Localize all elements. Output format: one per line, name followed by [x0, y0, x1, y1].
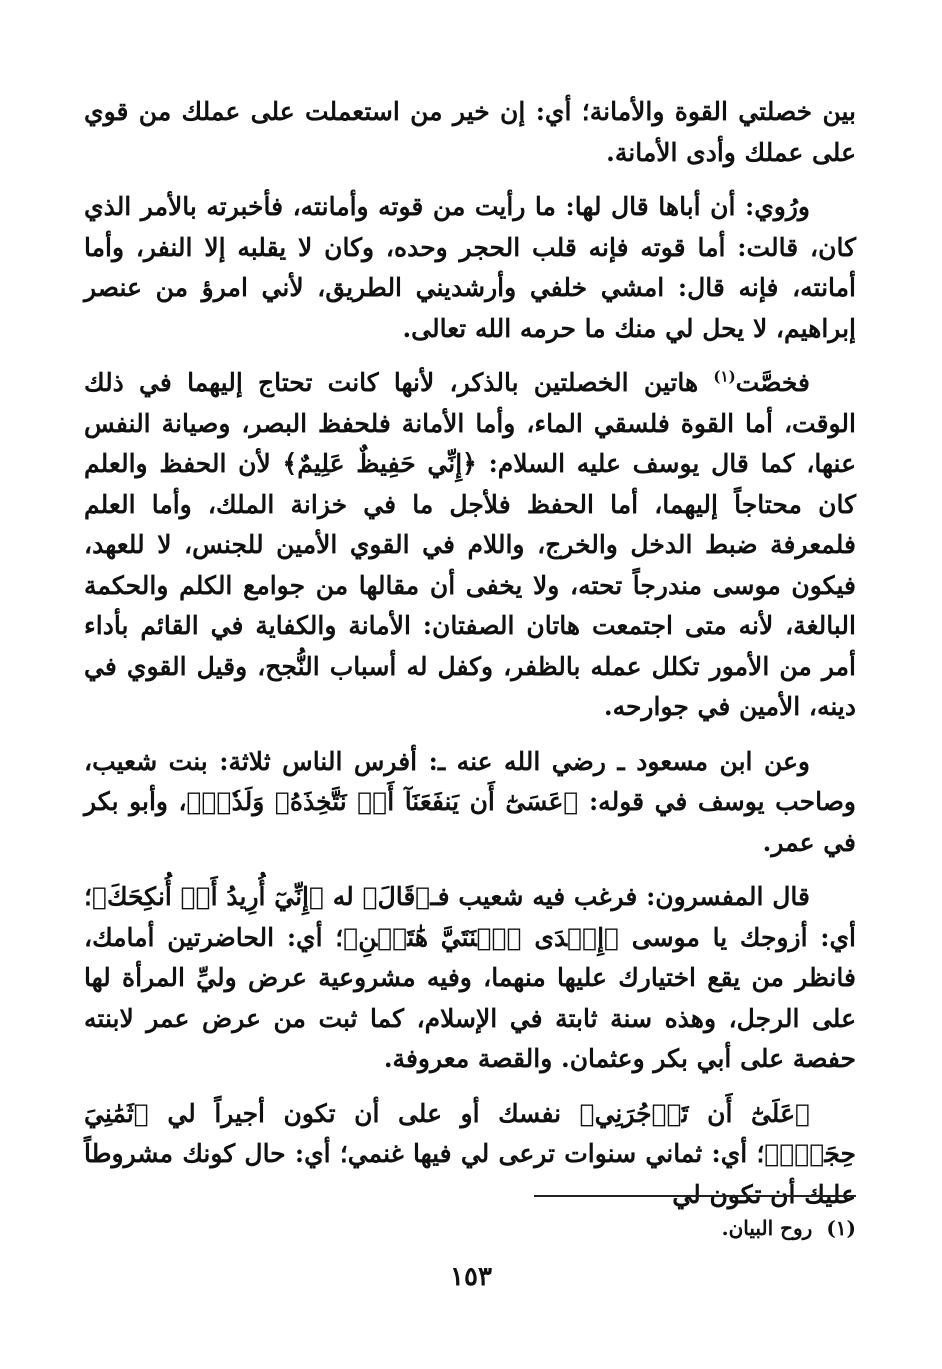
paragraph	[84, 363, 856, 728]
footnote-number: (١)	[826, 1216, 856, 1240]
paragraph: ورُوي: أن أباها قال لها: ما رأيت من قوته وأمانته، فأخبرته بالأمر الذي كان، قالت: أما قوته فإنه قلب الحجر وحده، وكان لا يقلبه إلا النفر، وأما أمانته، فإنه قال: امشي خلفي وأرشديني الطريق، لأني امرؤ من عنصر إبراهيم، لا يحل لي منك ما حرمه الله تعالى.	[84, 192, 856, 343]
paragraph: بين خصلتي القوة والأمانة؛ أي: إن خير من استعملت على عملك من قوي على عملك وأدى الأمانة.	[84, 97, 856, 167]
paragraph-text: هاتين الخصلتين بالذكر، لأنها كانت تحتاج إليهما في ذلك الوقت، أما القوة فلسقي الماء، وأما الأمانة فلحفظ البصر، وصيانة النفس عنها، كما قال يوسف عليه السلام: ﴿إِنِّي حَفِيظٌ عَلِيمٌ﴾ لأن الحفظ والعلم كان محتاجاً إليهما، أما الحفظ فلأجل ما في خزانة الملك، وأما العلم فلمعرفة ضبط الدخل والخرج، واللام في القوي الأمين للجنس، لا للعهد، فيكون موسى مندرجاً تحته، ولا يخفى أن مقالها من جوامع الكلم والحكمة البالغة، لأنه متى اجتمعت هاتان الصفتان: الأمانة والكفاية في القائم بأداء أمر من الأمور تكلل عمله بالظفر، وكفل له أسباب النُّجح، وقيل القوي في دينه، الأمين في جوارحه.	[84, 368, 856, 721]
footnote-reference[interactable]: (١)	[713, 367, 736, 386]
footnote-text: روح البيان.	[721, 1216, 813, 1240]
paragraph: وعن ابن مسعود ـ رضي الله عنه ـ: أفرس الناس ثلاثة: بنت شعيب، وصاحب يوسف في قوله: ﴿عَسَىٰٓ أَن يَنفَعَنَآ أَوۡ نَتَّخِذَهُۥ وَلَدٗاۚ﴾، وأبو بكر في عمر.	[84, 746, 856, 857]
body-text	[84, 92, 856, 1229]
paragraph-lead: فخصَّت	[735, 368, 810, 397]
paragraph: قال المفسرون: فرغب فيه شعيب فـ﴿قَالَ﴾ له ﴿إِنِّيٓ أُرِيدُ أَنۡ أُنكِحَكَ﴾؛ أي: أزوجك يا موسى ﴿إِحۡدَى ٱبۡنَتَيَّ هَٰتَيۡنِ﴾؛ أي: الحاضرتين أمامك، فانظر من يقع اختيارك عليها منهما، وفيه مشروعية عرض وليِّ المرأة لها على الرجل، وهذه سنة ثابتة في الإسلام، كما ثبت من عرض عمر لابنته حفصة على أبي بكر وعثمان. والقصة معروفة.	[84, 882, 856, 1073]
footnote	[456, 1214, 856, 1242]
paragraph: ﴿عَلَىٰٓ أَن تَأۡجُرَنِي﴾ نفسك أو على أن تكون أجيراً لي ﴿ثَمَٰنِيَ حِجَجٖۖ﴾؛ أي: ثماني سنوات ترعى لي فيها غنمي؛ أي: حال كونك مشروطاً عليك أن تكون لي	[84, 1098, 856, 1209]
footnote-divider	[534, 1195, 856, 1197]
page-number: ١٥٣	[450, 1262, 492, 1292]
